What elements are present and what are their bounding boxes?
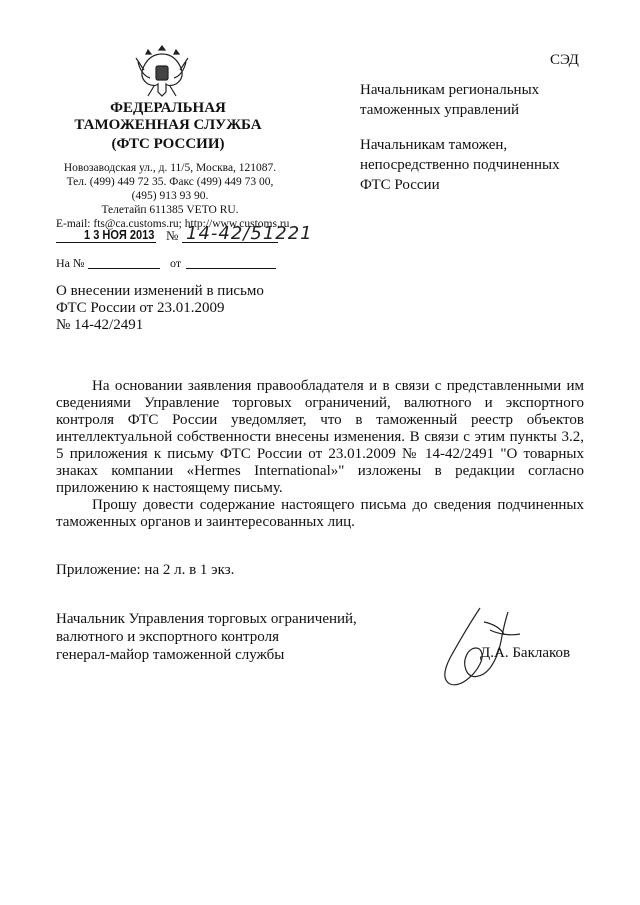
org-name-line3: (ФТС РОССИИ): [111, 136, 225, 152]
position-line: генерал-майор таможенной службы: [56, 647, 285, 663]
recipient-line: Начальникам таможен,: [360, 137, 508, 153]
position-line: Начальник Управления торговых ограничений,: [56, 611, 357, 627]
date-stamp: 1 3 НОЯ 2013: [84, 227, 155, 242]
subject-block: [56, 283, 264, 334]
reply-label: На №: [56, 256, 85, 270]
signer-name: Д.А. Баклаков: [480, 645, 571, 661]
recipient-line: непосредственно подчиненных: [360, 157, 560, 173]
signer-position: [56, 610, 357, 664]
reply-number-line: [88, 268, 160, 269]
org-name-line2: ТАМОЖЕННАЯ СЛУЖБА: [74, 117, 262, 133]
subject-line: О внесении изменений в письмо: [56, 283, 264, 299]
contact-email: E-mail: fts@ca.customs.ru; http://www.customs.ru: [56, 218, 290, 230]
body-paragraph-1: На основании заявления правообладателя и в связи с представленными им сведениями Управление торговых ограничений, валютного и экспортного контроля ФТС России уведомляет, что в таможенный реестр объектов интеллектуальной собственности внесены изменения. В связи с этим пункты 3.2, 5 приложения к письму ФТС России от 23.01.2009 № 14-42/2491 "О товарных знаках компании «Hermes International»" изложены в редакции согласно приложению к настоящему письму.: [56, 378, 584, 496]
subject-line: ФТС России от 23.01.2009: [56, 300, 225, 316]
recipients-group-2: [360, 135, 560, 195]
handwritten-number: 14-42/51221: [186, 223, 313, 244]
contact-teletype: Телетайп 611385 VETO RU.: [101, 204, 239, 216]
date-underline: [56, 242, 156, 243]
position-line: валютного и экспортного контроля: [56, 629, 279, 645]
coat-of-arms-emblem-icon: [134, 40, 190, 100]
contact-block: [56, 161, 290, 231]
org-name-line1: ФЕДЕРАЛЬНАЯ: [110, 100, 226, 116]
number-label: №: [166, 228, 179, 243]
contact-address: Новозаводская ул., д. 11/5, Москва, 121087.: [63, 162, 277, 174]
recipients-group-1: [360, 80, 539, 120]
contact-phone: Тел. (499) 449 72 35. Факс (499) 449 73 00,: [66, 176, 274, 188]
recipient-line: Начальникам региональных: [360, 82, 540, 98]
recipient-line: ФТС России: [360, 177, 440, 193]
document-mark: СЭД: [550, 52, 579, 68]
recipient-line: таможенных управлений: [360, 102, 520, 118]
reply-date-line: [186, 268, 276, 269]
contact-phone2: (495) 913 93 90.: [131, 190, 209, 202]
subject-line: № 14-42/2491: [56, 317, 144, 333]
attachment-note: Приложение: на 2 л. в 1 экз.: [56, 562, 235, 578]
body-paragraph-2: Прошу довести содержание настоящего письма до сведения подчиненных таможенных органов и заинтересованных лиц.: [56, 497, 584, 530]
reply-from-label: от: [170, 256, 182, 270]
